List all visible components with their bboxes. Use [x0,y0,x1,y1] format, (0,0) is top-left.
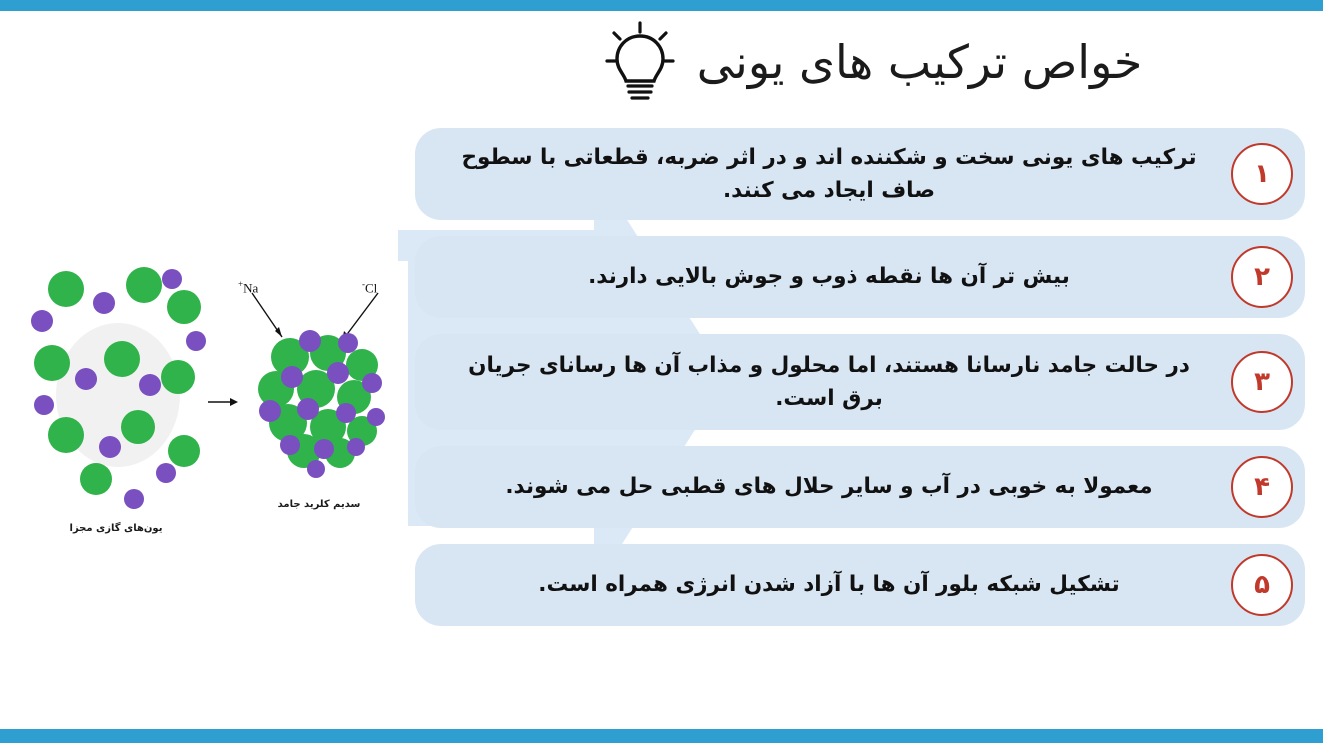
properties-list [415,128,1305,642]
list-item-text: ترکیب های یونی سخت و شکننده اند و در اثر ضربه، قطعاتی با سطوح صاف ایجاد می کنند. [461,144,1197,203]
list-item-pill[interactable] [415,334,1305,430]
list-item-number: ۵ [1231,554,1293,616]
list-item-text: تشکیل شبکه بلور آن ها با آزاد شدن انرژی همراه است. [538,572,1120,598]
list-item-pill[interactable] [415,236,1305,318]
list-item-pill[interactable] [415,128,1305,220]
gaseous-ions-panel [26,267,206,539]
title-row [0,16,1323,108]
nacl-lattice-panel [230,261,408,527]
bottom-accent-bar [0,729,1323,743]
list-item[interactable] [415,334,1305,430]
list-item-number: ۴ [1231,456,1293,518]
list-item-text: در حالت جامد نارسانا هستند، اما محلول و مذاب آن ها رسانای جریان برق است. [468,352,1190,411]
list-item-number: ۱ [1231,143,1293,205]
list-item-number: ۲ [1231,246,1293,308]
list-item-text: معمولا به خوبی در آب و سایر حلال های قطبی حل می شوند. [505,474,1153,500]
list-item-pill[interactable] [415,544,1305,626]
list-item-number: ۳ [1231,351,1293,413]
label-chloride-ion: Cl- [362,279,378,296]
caption-solid-sodium-chloride: سدیم کلرید جامد [277,499,361,510]
list-item[interactable] [415,236,1305,318]
list-item-pill[interactable] [415,446,1305,528]
list-item[interactable] [415,544,1305,626]
label-sodium-ion: Na+ [238,279,259,296]
list-item[interactable] [415,446,1305,528]
top-accent-bar [0,0,1323,11]
reaction-arrow-icon [208,395,238,409]
lightbulb-icon [601,19,679,105]
caption-gaseous-ions: یون‌های گازی مجزا [69,523,163,534]
page-title: خواص ترکیب های یونی [696,35,1143,89]
list-item-text: بیش تر آن ها نقطه ذوب و جوش بالایی دارند. [588,264,1070,290]
list-item[interactable] [415,128,1305,220]
nacl-dissociation-figure [18,255,418,575]
